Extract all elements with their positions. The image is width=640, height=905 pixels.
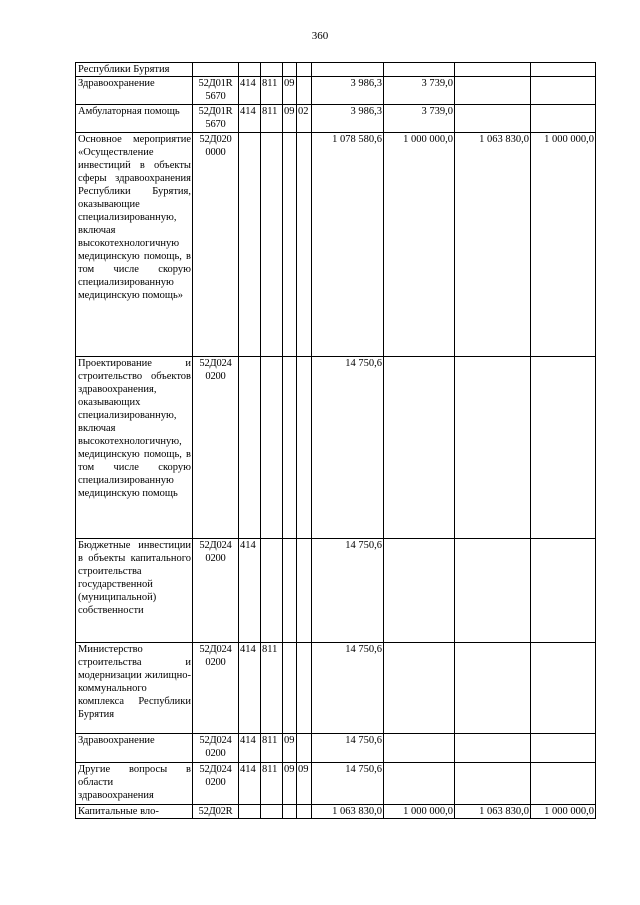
page-number: 360 [311,30,329,42]
row-value-2 [384,63,455,77]
row-code: 52Д02R [193,805,239,819]
row-value-2 [384,763,455,805]
row-value-1: 14 750,6 [312,763,384,805]
row-name: Основное мероприятие «Осуществление инвестиций в объекты сферы здравоохранения Республики Бурятия, оказывающие специализированную, включая высокотехнологичную медицинскую помощь, в том числе скорую специализированную медицинскую помощь» [76,133,193,357]
row-subsection: 09 [297,763,312,805]
row-group: 414 [239,105,261,133]
row-value-4 [531,357,596,539]
table-row [76,734,596,763]
row-subsection [297,643,312,734]
row-value-2 [384,539,455,643]
row-section [283,539,297,643]
row-value-1: 3 986,3 [312,77,384,105]
row-value-4 [531,77,596,105]
row-name: Здравоохранение [76,734,193,763]
row-value-2: 1 000 000,0 [384,805,455,819]
row-subsection [297,133,312,357]
row-dept: 811 [261,643,283,734]
row-section [283,133,297,357]
row-code: 52Д01R 5670 [193,105,239,133]
row-code: 52Д020 0000 [193,133,239,357]
row-group: 414 [239,643,261,734]
row-code: 52Д024 0200 [193,357,239,539]
row-subsection [297,539,312,643]
row-section: 09 [283,105,297,133]
row-group [239,357,261,539]
budget-table [75,62,596,819]
row-value-4: 1 000 000,0 [531,805,596,819]
row-name: Амбулаторная помощь [76,105,193,133]
row-subsection: 02 [297,105,312,133]
table-row [76,105,596,133]
row-code: 52Д01R 5670 [193,77,239,105]
row-subsection [297,63,312,77]
table-row [76,357,596,539]
row-value-3 [455,77,531,105]
row-dept: 811 [261,77,283,105]
row-value-1: 1 063 830,0 [312,805,384,819]
row-dept: 811 [261,105,283,133]
row-subsection [297,805,312,819]
row-dept [261,357,283,539]
row-subsection [297,77,312,105]
row-code: 52Д024 0200 [193,643,239,734]
row-value-4: 1 000 000,0 [531,133,596,357]
row-dept: 811 [261,734,283,763]
row-value-4 [531,105,596,133]
row-value-2: 3 739,0 [384,77,455,105]
row-value-2: 1 000 000,0 [384,133,455,357]
table-row [76,763,596,805]
row-value-3: 1 063 830,0 [455,805,531,819]
row-group: 414 [239,734,261,763]
row-dept: 811 [261,763,283,805]
row-group [239,805,261,819]
row-value-2 [384,357,455,539]
row-code: 52Д024 0200 [193,734,239,763]
row-name: Проектирование и строительство объектов здравоохранения, оказывающих специализированную, включая высокотехнологичную, медицинскую помощь, в том числе скорую специализированную медицинскую помощь [76,357,193,539]
row-group: 414 [239,77,261,105]
row-value-4 [531,734,596,763]
row-dept [261,805,283,819]
row-value-3 [455,105,531,133]
row-name: Капитальные вло- [76,805,193,819]
row-code: 52Д024 0200 [193,763,239,805]
row-value-1: 14 750,6 [312,734,384,763]
row-section: 09 [283,734,297,763]
table-row [76,133,596,357]
row-value-3 [455,734,531,763]
row-section: 09 [283,763,297,805]
row-value-1: 1 078 580,6 [312,133,384,357]
row-subsection [297,357,312,539]
row-value-3 [455,763,531,805]
row-value-2 [384,734,455,763]
row-name: Бюджетные инвестиции в объекты капитального строительства государственной (муниципальной) собственности [76,539,193,643]
row-name: Здравоохранение [76,77,193,105]
table-row [76,643,596,734]
row-value-2 [384,643,455,734]
row-section [283,643,297,734]
row-value-1: 14 750,6 [312,357,384,539]
row-subsection [297,734,312,763]
row-value-4 [531,763,596,805]
row-value-1 [312,63,384,77]
row-name: Министерство строительства и модернизации жилищно-коммунального комплекса Республики Бурятия [76,643,193,734]
row-value-3 [455,63,531,77]
row-section [283,63,297,77]
row-code: 52Д024 0200 [193,539,239,643]
table-row [76,805,596,819]
row-group [239,133,261,357]
row-dept [261,63,283,77]
row-value-4 [531,643,596,734]
table-row [76,77,596,105]
row-value-3 [455,539,531,643]
row-section [283,357,297,539]
row-dept [261,133,283,357]
row-value-4 [531,539,596,643]
row-value-3 [455,643,531,734]
row-code [193,63,239,77]
row-group: 414 [239,539,261,643]
row-name: Республики Бурятия [76,63,193,77]
row-value-1: 3 986,3 [312,105,384,133]
table-row [76,539,596,643]
row-group: 414 [239,763,261,805]
row-value-3: 1 063 830,0 [455,133,531,357]
row-group [239,63,261,77]
row-section: 09 [283,77,297,105]
row-name: Другие вопросы в области здравоохранения [76,763,193,805]
row-dept [261,539,283,643]
row-value-3 [455,357,531,539]
row-value-2: 3 739,0 [384,105,455,133]
row-value-4 [531,63,596,77]
row-value-1: 14 750,6 [312,643,384,734]
row-value-1: 14 750,6 [312,539,384,643]
row-section [283,805,297,819]
table-row [76,63,596,77]
